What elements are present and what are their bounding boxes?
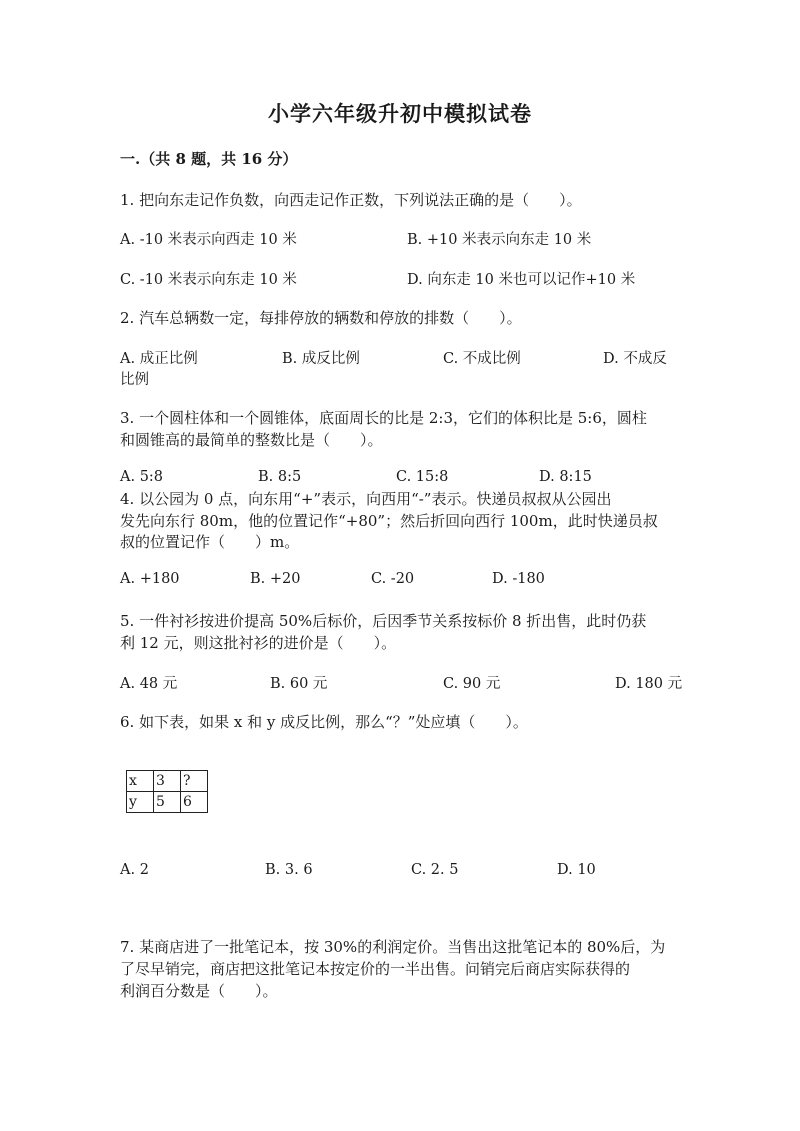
question-3-text-line2: 和圆锥高的最简单的整数比是（ ）。 <box>120 431 383 449</box>
question-3-option-b: B. 8:5 <box>258 469 302 485</box>
question-4-option-c: C. -20 <box>371 571 415 587</box>
question-7-text-line3: 利润百分数是（ ）。 <box>120 982 278 1000</box>
xy-table <box>126 770 208 813</box>
question-6-option-a: A. 2 <box>120 862 149 878</box>
question-4-option-a: A. +180 <box>120 571 180 587</box>
question-2-option-d: D. 不成反 <box>603 351 667 367</box>
question-4-text-line1: 4. 以公园为 0 点，向东用“+”表示，向西用“-”表示。快递员叔叔从公园出 <box>120 490 612 508</box>
table-cell: 5 <box>154 792 181 813</box>
table-cell: 3 <box>154 771 181 792</box>
question-5-option-c: C. 90 元 <box>443 676 501 692</box>
table-cell: x <box>127 771 154 792</box>
question-7-text-line1: 7. 某商店进了一批笔记本，按 30%的利润定价。当售出这批笔记本的 80%后，为 <box>120 938 666 956</box>
table-cell: y <box>127 792 154 813</box>
question-1-option-b: B. +10 米表示向东走 10 米 <box>407 232 592 248</box>
question-1-option-d: D. 向东走 10 米也可以记作+10 米 <box>407 272 636 288</box>
page-title: 小学六年级升初中模拟试卷 <box>268 101 532 126</box>
question-5-option-d: D. 180 元 <box>615 676 683 692</box>
question-5-option-a: A. 48 元 <box>120 676 178 692</box>
question-5-text-line1: 5. 一件衬衫按进价提高 50%后标价，后因季节关系按标价 8 折出售，此时仍获 <box>120 612 647 630</box>
question-4-option-b: B. +20 <box>250 571 301 587</box>
question-3-option-c: C. 15:8 <box>396 469 449 485</box>
question-2-option-a: A. 成正比例 <box>120 351 198 367</box>
question-2-option-b: B. 成反比例 <box>282 351 360 367</box>
question-1-option-a: A. -10 米表示向西走 10 米 <box>120 232 297 248</box>
question-1-option-c: C. -10 米表示向东走 10 米 <box>120 272 297 288</box>
question-5-text-line2: 利 12 元，则这批衬衫的进价是（ ）。 <box>120 634 397 652</box>
question-2-text: 2. 汽车总辆数一定，每排停放的辆数和停放的排数（ ）。 <box>120 309 522 327</box>
question-6-option-c: C. 2. 5 <box>411 862 459 878</box>
table-row <box>127 771 208 792</box>
table-cell: 6 <box>181 792 208 813</box>
question-2-option-c: C. 不成比例 <box>443 351 521 367</box>
question-3-option-a: A. 5:8 <box>120 469 164 485</box>
question-3-option-d: D. 8:15 <box>539 469 592 485</box>
table-row <box>127 792 208 813</box>
question-7-text-line2: 了尽早销完，商店把这批笔记本按定价的一半出售。问销完后商店实际获得的 <box>120 960 631 978</box>
question-4-text-line3: 叔的位置记作（ ）m。 <box>120 533 300 551</box>
question-6-option-b: B. 3. 6 <box>265 862 313 878</box>
question-6-option-d: D. 10 <box>557 862 596 878</box>
question-6-text: 6. 如下表，如果 x 和 y 成反比例，那么“？”处应填（ ）。 <box>120 713 528 731</box>
question-4-option-d: D. -180 <box>492 571 545 587</box>
question-2-option-d-wrap: 比例 <box>120 372 149 388</box>
question-4-text-line2: 发先向东行 80m，他的位置记作“+80”；然后折回向西行 100m，此时快递员叔 <box>120 512 658 530</box>
question-3-text-line1: 3. 一个圆柱体和一个圆锥体，底面周长的比是 2:3，它们的体积比是 5:6，圆柱 <box>120 409 647 427</box>
table-cell: ? <box>181 771 208 792</box>
section-heading: 一.（共 8 题，共 16 分） <box>120 150 298 168</box>
question-5-option-b: B. 60 元 <box>270 676 328 692</box>
question-1-text: 1. 把向东走记作负数，向西走记作正数，下列说法正确的是（ ）。 <box>120 191 582 209</box>
